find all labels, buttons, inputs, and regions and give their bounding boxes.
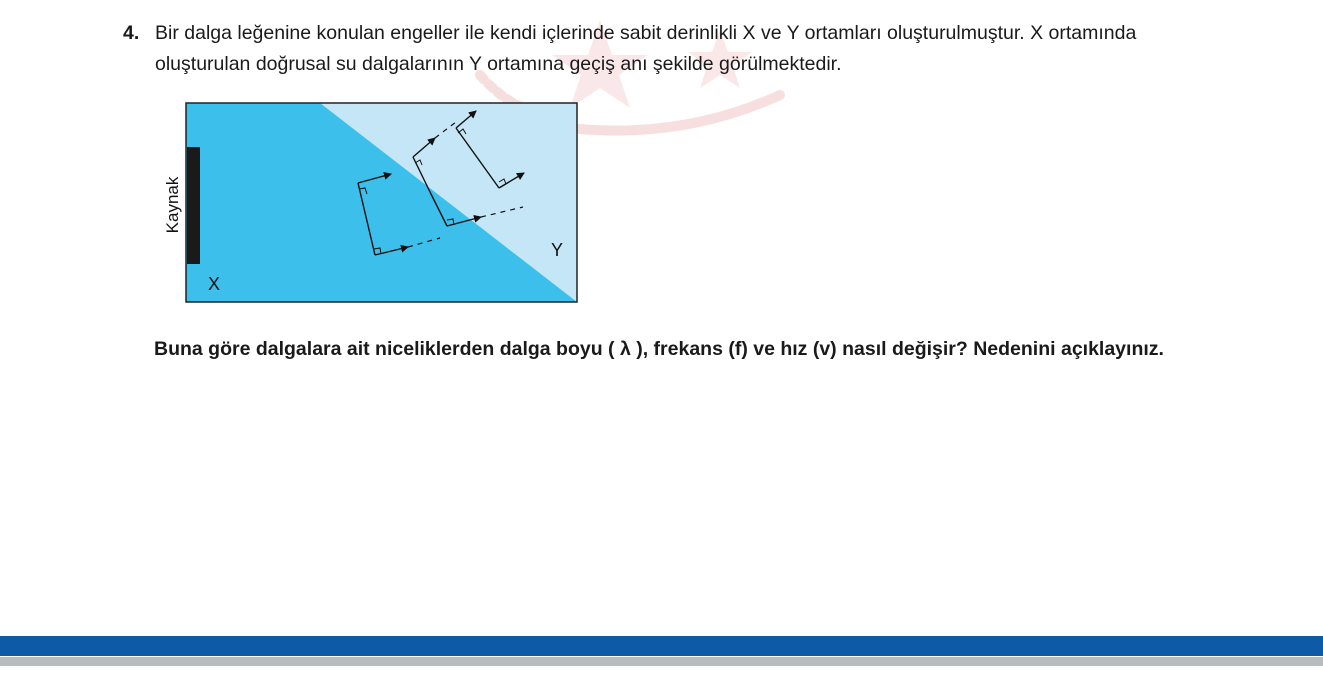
question-block [123,18,1213,80]
footer-gray-bar [0,657,1323,666]
question-number: 4. [123,22,140,44]
prompt-text: Buna göre dalgalara ait niceliklerden dalga boyu ( λ ), frekans (f) ve hız (v) nasıl değişir? Nedenini açıklayınız. [154,338,1164,360]
question-text: Bir dalga leğenine konulan engeller ile kendi içlerinde sabit derinlikli X ve Y ortamları oluşturulmuştur. X ortamında oluşturulan doğrusal su dalgalarının Y ortamına geçiş anı şekilde görülmektedir. [155,22,1137,75]
medium-y-label: Y [551,240,564,260]
ripple-tank-figure [158,100,583,308]
medium-x-label: X [208,274,221,294]
footer-blue-bar [0,636,1323,656]
wave-source [187,147,200,264]
source-label: Kaynak [163,176,182,234]
